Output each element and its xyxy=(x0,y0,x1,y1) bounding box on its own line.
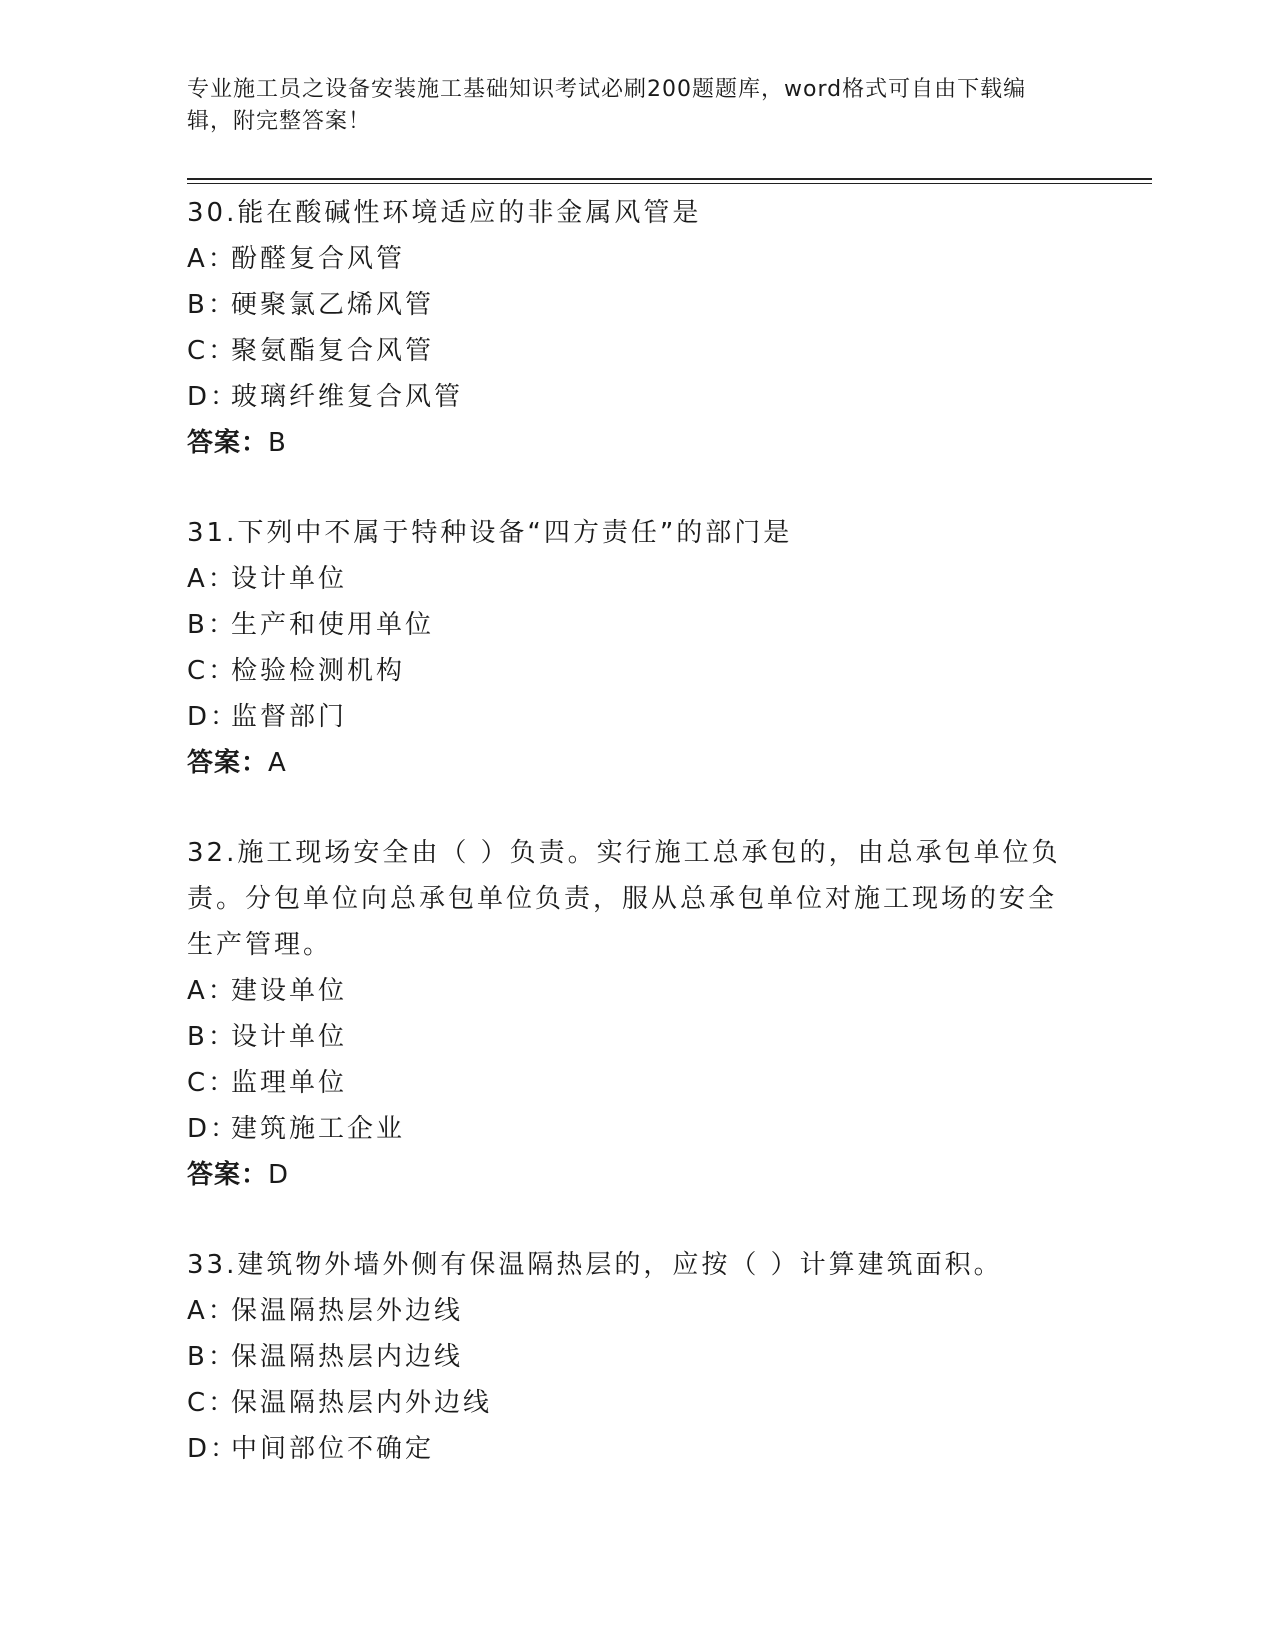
option-key: A： xyxy=(187,976,237,1006)
option-text: 保温隔热层外边线 xyxy=(231,1296,464,1326)
question-list xyxy=(187,190,1087,1516)
option-key: D： xyxy=(187,382,240,412)
answer-label: 答案： xyxy=(187,428,269,458)
answer-line xyxy=(187,740,1087,786)
option-d xyxy=(187,1106,1087,1152)
answer-value: B xyxy=(268,428,287,458)
option-key: B： xyxy=(187,1022,237,1052)
option-key: A： xyxy=(187,564,237,594)
option-text: 硬聚氯乙烯风管 xyxy=(231,290,435,320)
header-rule-thick xyxy=(187,178,1152,180)
option-key: D： xyxy=(187,1434,240,1464)
option-b xyxy=(187,602,1087,648)
option-text: 建设单位 xyxy=(231,976,348,1006)
option-b xyxy=(187,1014,1087,1060)
answer-value: A xyxy=(268,748,287,778)
question-32 xyxy=(187,830,1087,1198)
option-text: 聚氨酯复合风管 xyxy=(231,336,435,366)
option-text: 监督部门 xyxy=(231,702,348,732)
option-a xyxy=(187,1288,1087,1334)
answer-label: 答案： xyxy=(187,1160,269,1190)
option-key: A： xyxy=(187,244,237,274)
option-a xyxy=(187,236,1087,282)
option-c xyxy=(187,328,1087,374)
answer-line xyxy=(187,1152,1087,1198)
option-text: 建筑施工企业 xyxy=(231,1114,406,1144)
option-text: 保温隔热层内外边线 xyxy=(231,1388,493,1418)
option-text: 保温隔热层内边线 xyxy=(231,1342,464,1372)
option-b xyxy=(187,282,1087,328)
option-text: 酚醛复合风管 xyxy=(231,244,406,274)
question-stem: 32.施工现场安全由（ ）负责。实行施工总承包的，由总承包单位负责。分包单位向总承包单位负责，服从总承包单位对施工现场的安全生产管理。 xyxy=(187,838,1061,960)
option-text: 设计单位 xyxy=(231,1022,348,1052)
option-key: C： xyxy=(187,1068,238,1098)
answer-line xyxy=(187,420,1087,466)
option-text: 中间部位不确定 xyxy=(231,1434,435,1464)
answer-value: D xyxy=(268,1160,290,1190)
option-key: C： xyxy=(187,656,238,686)
answer-label: 答案： xyxy=(187,748,269,778)
option-key: A： xyxy=(187,1296,237,1326)
option-text: 检验检测机构 xyxy=(231,656,406,686)
header-rule-thin xyxy=(187,183,1152,184)
option-c xyxy=(187,1380,1087,1426)
option-key: D： xyxy=(187,702,240,732)
option-a xyxy=(187,968,1087,1014)
option-d xyxy=(187,1426,1087,1472)
document-header-title: 专业施工员之设备安装施工基础知识考试必刷200题题库，word格式可自由下载编辑，附完整答案！ xyxy=(187,77,1027,134)
question-stem: 30.能在酸碱性环境适应的非金属风管是 xyxy=(187,198,702,228)
option-key: C： xyxy=(187,336,238,366)
question-stem: 33.建筑物外墙外侧有保温隔热层的，应按（ ）计算建筑面积。 xyxy=(187,1250,1003,1280)
option-text: 监理单位 xyxy=(231,1068,348,1098)
option-key: B： xyxy=(187,610,237,640)
option-d xyxy=(187,374,1087,420)
question-31 xyxy=(187,510,1087,786)
option-text: 设计单位 xyxy=(231,564,348,594)
question-30 xyxy=(187,190,1087,466)
option-b xyxy=(187,1334,1087,1380)
option-c xyxy=(187,1060,1087,1106)
option-text: 生产和使用单位 xyxy=(231,610,435,640)
question-33 xyxy=(187,1242,1087,1472)
option-d xyxy=(187,694,1087,740)
option-text: 玻璃纤维复合风管 xyxy=(231,382,464,412)
question-stem: 31.下列中不属于特种设备“四方责任”的部门是 xyxy=(187,518,793,548)
option-a xyxy=(187,556,1087,602)
option-key: B： xyxy=(187,1342,237,1372)
option-key: C： xyxy=(187,1388,238,1418)
option-key: B： xyxy=(187,290,237,320)
option-key: D： xyxy=(187,1114,240,1144)
option-c xyxy=(187,648,1087,694)
